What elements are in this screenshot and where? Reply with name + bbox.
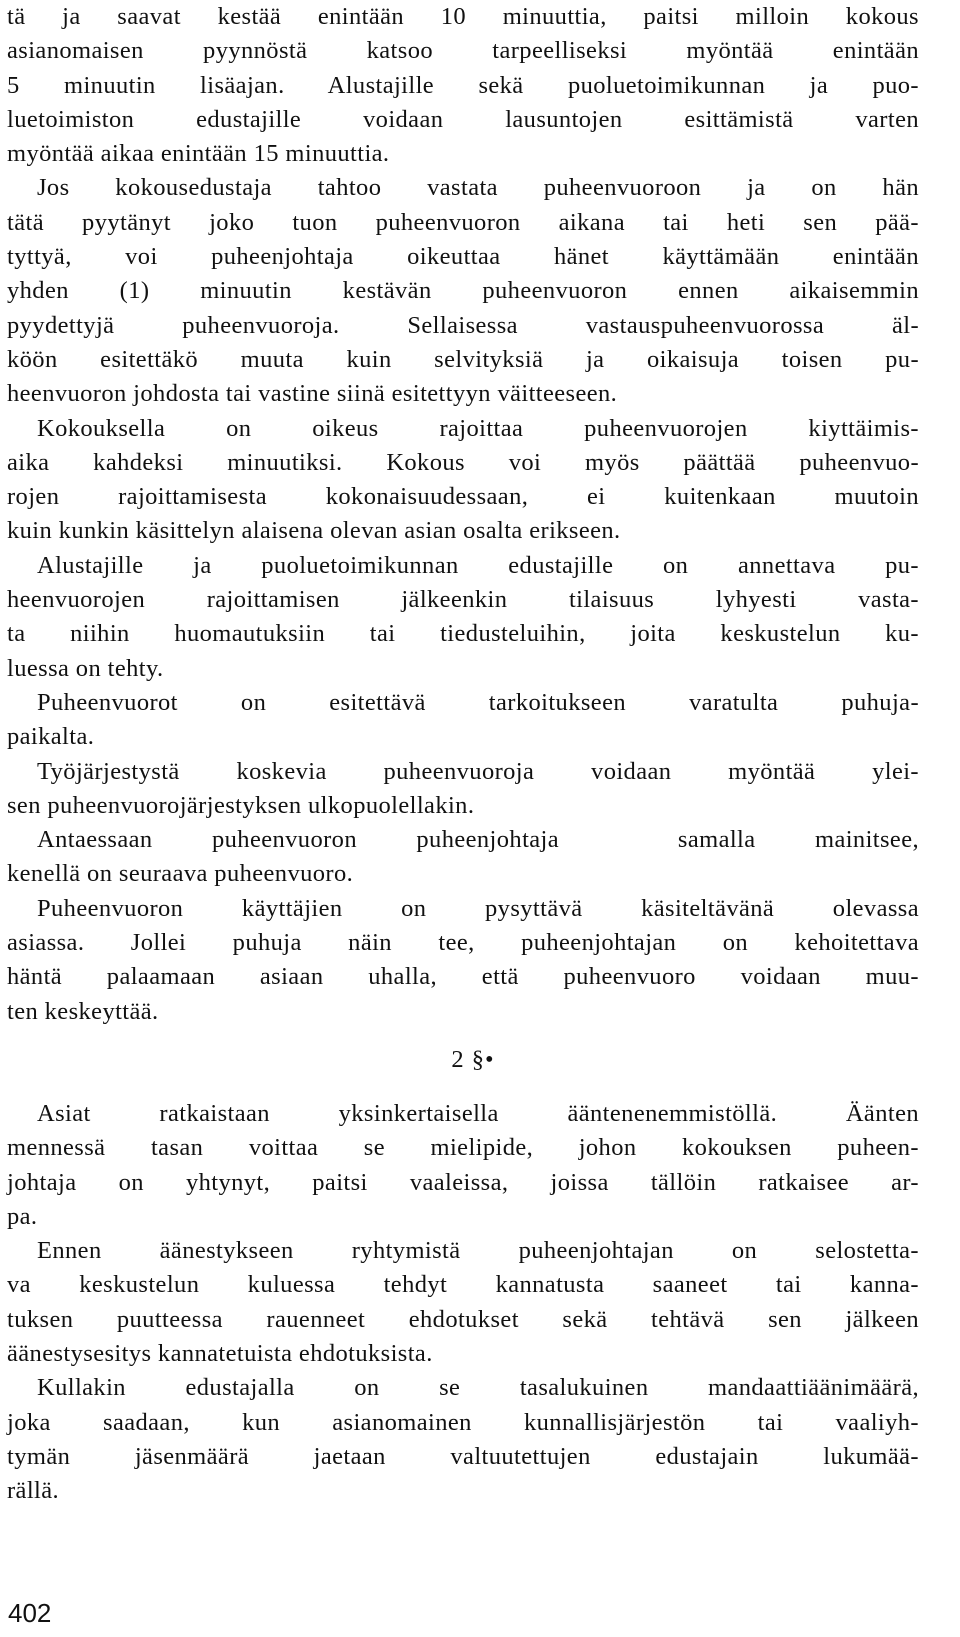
text-line: Ennen äänestykseen ryhtymistä puheenjohtajan on selostetta- bbox=[37, 1237, 919, 1265]
text-line: luetoimiston edustajille voidaan lausuntojen esittämistä varten bbox=[7, 105, 919, 133]
paragraph bbox=[7, 171, 919, 411]
text-line: heenvuoron johdosta tai vastine siinä esitettyyn väitteeseen. bbox=[7, 380, 618, 408]
text-line: 5 minuutin lisäajan. Alustajille sekä puoluetoimikunnan ja puo- bbox=[7, 71, 919, 99]
text-line: tyttyä, voi puheenjohtaja oikeuttaa hänet käyttämään enintään bbox=[7, 243, 919, 271]
paragraph bbox=[7, 1097, 919, 1234]
text-line: häntä palaamaan asiaan uhalla, että puheenvuoro voidaan muu- bbox=[7, 963, 919, 991]
paragraph bbox=[7, 892, 919, 1029]
text-line: ten keskeyttää. bbox=[7, 997, 159, 1025]
text-line: va keskustelun kuluessa tehdyt kannatusta saaneet tai kanna- bbox=[7, 1271, 919, 1299]
page-number: 402 bbox=[8, 1598, 52, 1628]
text-line: asiassa. Jollei puhuja näin tee, puheenjohtajan on kehoitettava bbox=[7, 929, 919, 957]
paragraph bbox=[7, 1234, 919, 1371]
section-heading: 2 §• bbox=[451, 1045, 495, 1073]
text-line: rojen rajoittamisesta kokonaisuudessaan, ei kuitenkaan muutoin bbox=[7, 483, 919, 511]
paragraph bbox=[7, 823, 919, 892]
paragraph bbox=[7, 1371, 919, 1508]
text-line: Puheenvuorot on esitettävä tarkoitukseen varatulta puhuja- bbox=[37, 688, 919, 716]
text-line: Työjärjestystä koskevia puheenvuoroja voidaan myöntää ylei- bbox=[37, 757, 919, 785]
text-line: kuin kunkin käsittelyn alaisena olevan asian osalta erikseen. bbox=[7, 517, 621, 545]
text-line: pyydettyjä puheenvuoroja. Sellaisessa vastauspuheenvuorossa äl- bbox=[7, 311, 919, 339]
text-line: luessa on tehty. bbox=[7, 654, 164, 682]
text-line: Kullakin edustajalla on se tasalukuinen mandaattiäänimäärä, bbox=[37, 1374, 919, 1402]
text-line: joka saadaan, kun asianomainen kunnallisjärjestön tai vaaliyh- bbox=[7, 1408, 919, 1436]
text-line: sen puheenvuorojärjestyksen ulkopuolellakin. bbox=[7, 791, 475, 819]
text-line: Jos kokousedustaja tahtoo vastata puheenvuoroon ja on hän bbox=[37, 174, 919, 202]
text-line: myöntää aikaa enintään 15 minuuttia. bbox=[7, 140, 390, 168]
text-line: ta niihin huomautuksiin tai tiedusteluihin, joita keskustelun ku- bbox=[7, 620, 919, 648]
text-line: äänestysesitys kannatetuista ehdotuksista. bbox=[7, 1339, 433, 1367]
paragraph bbox=[7, 412, 919, 549]
text-line: tuksen puutteessa rauenneet ehdotukset sekä tehtävä sen jälkeen bbox=[7, 1305, 919, 1333]
paragraph bbox=[7, 686, 919, 755]
text-line: pa. bbox=[7, 1202, 38, 1230]
text-line: Puheenvuoron käyttäjien on pysyttävä käsiteltävänä olevassa bbox=[37, 894, 919, 922]
text-line: heenvuorojen rajoittamisen jälkeenkin tilaisuus lyhyesti vasta- bbox=[7, 586, 919, 614]
text-line: johtaja on yhtynyt, paitsi vaaleissa, joissa tällöin ratkaisee ar- bbox=[7, 1168, 919, 1196]
paragraph bbox=[7, 0, 919, 171]
paragraph bbox=[7, 755, 919, 824]
text-line: Alustajille ja puoluetoimikunnan edustajille on annettava pu- bbox=[37, 551, 919, 579]
text-line: aika kahdeksi minuutiksi. Kokous voi myös päättää puheenvuo- bbox=[7, 448, 919, 476]
paragraph bbox=[7, 549, 919, 686]
text-line: paikalta. bbox=[7, 723, 95, 751]
text-line: Asiat ratkaistaan yksinkertaisella ääntenenemmistöllä. Äänten bbox=[37, 1099, 919, 1127]
document-page bbox=[7, 0, 919, 1508]
text-line: kenellä on seuraava puheenvuoro. bbox=[7, 860, 354, 888]
text-line: mennessä tasan voittaa se mielipide, johon kokouksen puheen- bbox=[7, 1134, 919, 1162]
text-line: rällä. bbox=[7, 1477, 60, 1505]
text-line: asianomaisen pyynnöstä katsoo tarpeelliseksi myöntää enintään bbox=[7, 37, 919, 65]
text-line: tymän jäsenmäärä jaetaan valtuutettujen edustajain lukumää- bbox=[7, 1442, 919, 1470]
text-line: köön esitettäkö muuta kuin selvityksiä ja oikaisuja toisen pu- bbox=[7, 345, 919, 373]
text-line: tätä pyytänyt joko tuon puheenvuoron aikana tai heti sen pää- bbox=[7, 208, 919, 236]
text-line: yhden (1) minuutin kestävän puheenvuoron ennen aikaisemmin bbox=[7, 277, 919, 305]
text-line: tä ja saavat kestää enintään 10 minuuttia, paitsi milloin kokous bbox=[7, 3, 919, 30]
text-line: Kokouksella on oikeus rajoittaa puheenvuorojen kiyttäimis- bbox=[37, 414, 919, 442]
text-line: Antaessaan puheenvuoron puheenjohtaja samalla mainitsee, bbox=[37, 826, 919, 854]
